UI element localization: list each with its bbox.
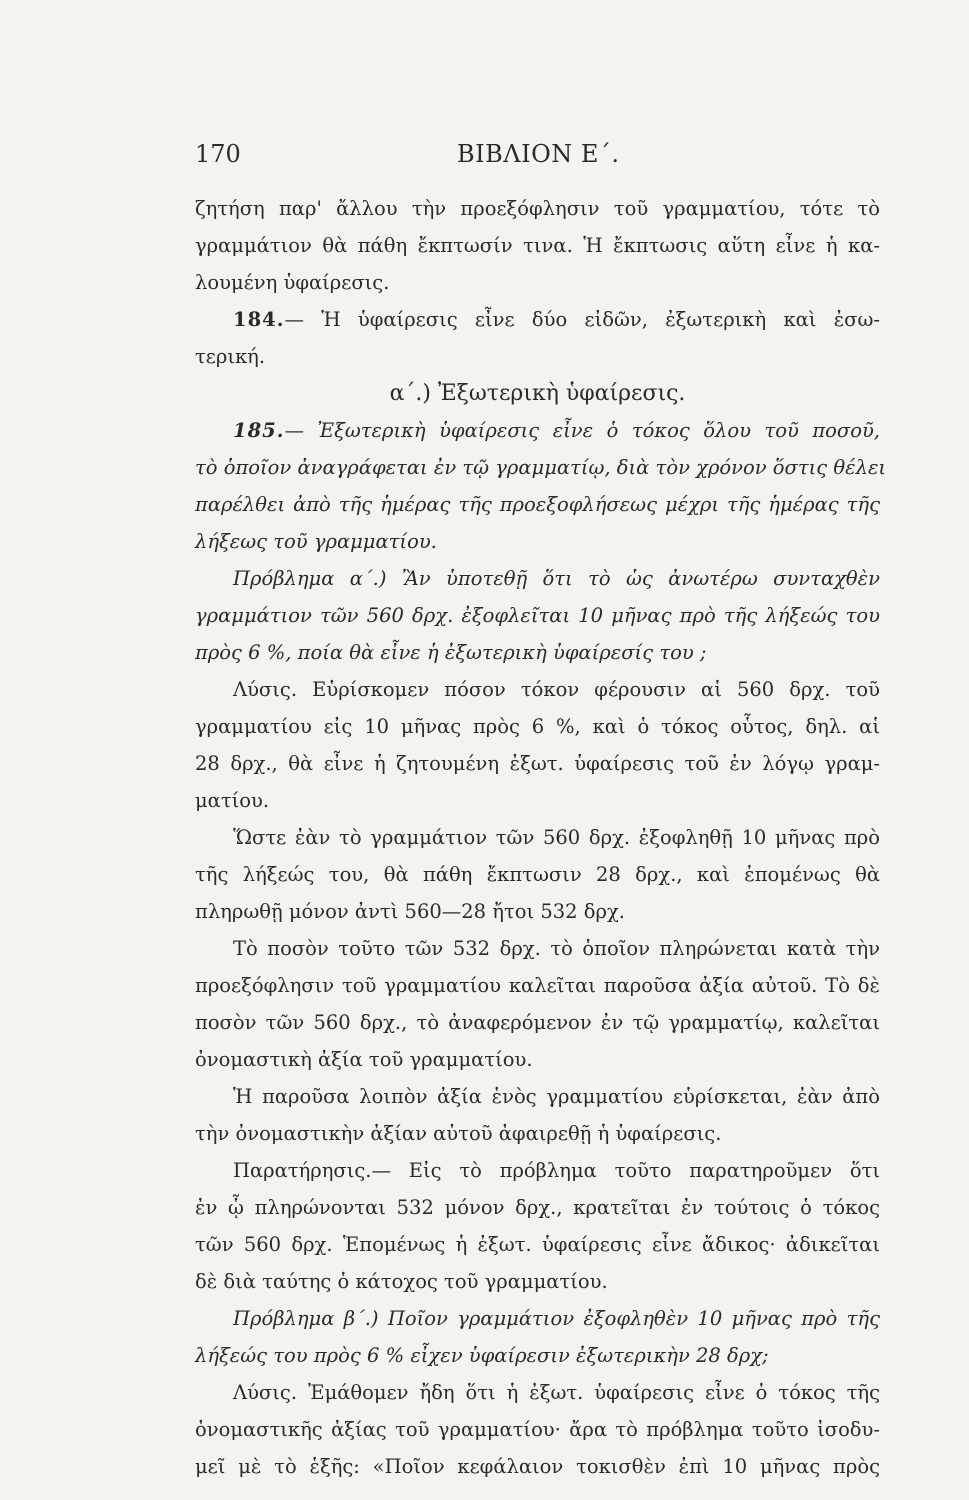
line-text: γραμμάτιον τῶν 560 δρχ. ἐξοφλεῖται 10 μῆνας πρὸ τῆς λήξεώς του	[195, 604, 880, 627]
text-line	[195, 227, 880, 264]
line-text: — Ἡ ὑφαίρεσις εἶνε δύο εἰδῶν, ἐξωτερικὴ καὶ ἐσω-	[284, 308, 880, 331]
text-line	[195, 1300, 880, 1337]
text-line	[195, 1263, 880, 1300]
text-line	[195, 1411, 880, 1448]
text-line	[195, 671, 880, 708]
line-text: δὲ διὰ ταύτης ὁ κάτοχος τοῦ γραμματίου.	[195, 1270, 608, 1293]
text-line	[195, 1115, 880, 1152]
line-text: τῆς λήξεώς του, θὰ πάθη ἔκπτωσιν 28 δρχ., καὶ ἑπομένως θὰ	[195, 863, 880, 886]
line-text: Λύσις. Εὑρίσκομεν πόσον τόκον φέρουσιν αἱ 560 δρχ. τοῦ	[233, 678, 880, 701]
text-line	[195, 190, 880, 227]
text-line	[195, 1152, 880, 1189]
line-text: Ὥστε ἐὰν τὸ γραμμάτιον τῶν 560 δρχ. ἐξοφληθῇ 10 μῆνας πρὸ	[233, 826, 880, 849]
line-text: γραμματίου εἰς 10 μῆνας πρὸς 6 %, καὶ ὁ τόκος οὗτος, δηλ. αἱ	[195, 715, 880, 738]
text-line	[195, 634, 880, 671]
text-line	[195, 301, 880, 338]
line-text: πληρωθῇ μόνον ἀντὶ 560—28 ἤτοι 532 δρχ.	[195, 900, 625, 923]
line-text: ματίου.	[195, 789, 270, 812]
text-line	[195, 338, 880, 375]
section-number: 184.	[233, 308, 285, 331]
text-line	[195, 1004, 880, 1041]
line-text: Ἡ παροῦσα λοιπὸν ἀξία ἑνὸς γραμματίου εὑρίσκεται, ἐὰν ἀπὸ	[233, 1085, 880, 1108]
line-text: τερική.	[195, 345, 266, 368]
line-text: — Ἐξωτερικὴ ὑφαίρεσις εἶνε ὁ τόκος ὅλου τοῦ ποσοῦ,	[284, 419, 880, 442]
line-text: λουμένη ὑφαίρεσις.	[195, 271, 390, 294]
page-number: 170	[195, 140, 241, 168]
line-text: μεῖ μὲ τὸ ἑξῆς: «Ποῖον κεφάλαιον τοκισθὲν ἐπὶ 10 μῆνας πρὸς	[195, 1455, 880, 1478]
text-line	[195, 1189, 880, 1226]
line-text: ζητήση παρ' ἄλλου τὴν προεξόφλησιν τοῦ γραμματίου, τότε τὸ	[195, 197, 880, 220]
line-text: Πρόβλημα α΄.) Ἂν ὑποτεθῇ ὅτι τὸ ὡς ἀνωτέρω συνταχθὲν	[233, 567, 880, 590]
line-text: τὸ ὁποῖον ἀναγράφεται ἐν τῷ γραμματίῳ, διὰ τὸν χρόνον ὅστις θέλει	[195, 456, 887, 479]
line-text: γραμμάτιον θὰ πάθη ἔκπτωσίν τινα. Ἡ ἔκπτωσις αὕτη εἶνε ἡ κα-	[195, 234, 880, 257]
line-text: 28 δρχ., θὰ εἶνε ἡ ζητουμένη ἐξωτ. ὑφαίρεσις τοῦ ἐν λόγῳ γραμ-	[195, 752, 880, 775]
text-line	[195, 967, 880, 1004]
line-text: ὀνομαστικῆς ἀξίας τοῦ γραμματίου· ἄρα τὸ πρόβλημα τοῦτο ἰσοδυ-	[195, 1418, 880, 1441]
body-text	[195, 190, 887, 1485]
text-line	[195, 1374, 880, 1411]
line-text: προεξόφλησιν τοῦ γραμματίου καλεῖται παροῦσα ἀξία αὐτοῦ. Τὸ δὲ	[195, 974, 880, 997]
line-text: Τὸ ποσὸν τοῦτο τῶν 532 δρχ. τὸ ὁποῖον πληρώνεται κατὰ τὴν	[233, 937, 880, 960]
text-line	[195, 782, 880, 819]
line-text: Πρόβλημα β΄.) Ποῖον γραμμάτιον ἐξοφληθὲν 10 μῆνας πρὸ τῆς	[233, 1307, 880, 1330]
line-text: παρέλθει ἀπὸ τῆς ἡμέρας τῆς προεξοφλήσεως μέχρι τῆς ἡμέρας τῆς	[195, 493, 880, 516]
text-line	[195, 893, 880, 930]
text-line	[195, 1041, 880, 1078]
line-text: τὴν ὀνομαστικὴν ἀξίαν αὐτοῦ ἀφαιρεθῇ ἡ ὑφαίρεσις.	[195, 1122, 722, 1145]
text-line	[195, 597, 880, 634]
text-line	[195, 1448, 880, 1485]
running-title: ΒΙΒΛΙΟΝ Ε΄.	[457, 140, 620, 168]
line-text: ποσὸν τῶν 560 δρχ., τὸ ἀναφερόμενον ἐν τῷ γραμματίῳ, καλεῖται	[195, 1011, 880, 1034]
line-text: ἐν ᾧ πληρώνονται 532 μόνον δρχ., κρατεῖται ἐν τούτοις ὁ τόκος	[195, 1196, 880, 1219]
line-text: λήξεώς του πρὸς 6 % εἶχεν ὑφαίρεσιν ἐξωτερικὴν 28 δρχ;	[195, 1344, 769, 1367]
text-line	[195, 1337, 880, 1374]
text-line	[195, 560, 880, 597]
line-text: λήξεως τοῦ γραμματίου.	[195, 530, 437, 553]
line-text: Παρατήρησις.— Εἰς τὸ πρόβλημα τοῦτο παρατηροῦμεν ὅτι	[233, 1159, 880, 1182]
text-line	[195, 449, 887, 486]
text-line	[195, 930, 880, 967]
line-text: Λύσις. Ἐμάθομεν ἤδη ὅτι ἡ ἐξωτ. ὑφαίρεσις εἶνε ὁ τόκος τῆς	[233, 1381, 880, 1404]
text-line	[195, 264, 880, 301]
page-header	[195, 140, 885, 174]
text-line	[195, 412, 880, 449]
text-line	[195, 1078, 880, 1115]
text-line	[195, 856, 880, 893]
text-line	[195, 745, 880, 782]
section-number: 185.	[233, 419, 285, 442]
text-line	[195, 819, 880, 856]
text-line	[195, 523, 880, 560]
line-text: πρὸς 6 %, ποία θὰ εἶνε ἡ ἐξωτερικὴ ὑφαίρεσίς του ;	[195, 641, 707, 664]
text-line	[195, 1226, 880, 1263]
line-text: ὀνομαστικὴ ἀξία τοῦ γραμματίου.	[195, 1048, 533, 1071]
line-text: τῶν 560 δρχ. Ἑπομένως ἡ ἐξωτ. ὑφαίρεσις εἶνε ἄδικος· ἀδικεῖται	[195, 1233, 880, 1256]
text-line	[195, 486, 880, 523]
text-line	[195, 375, 880, 412]
line-text: α΄.) Ἐξωτερικὴ ὑφαίρεσις.	[389, 381, 686, 406]
text-line	[195, 708, 880, 745]
